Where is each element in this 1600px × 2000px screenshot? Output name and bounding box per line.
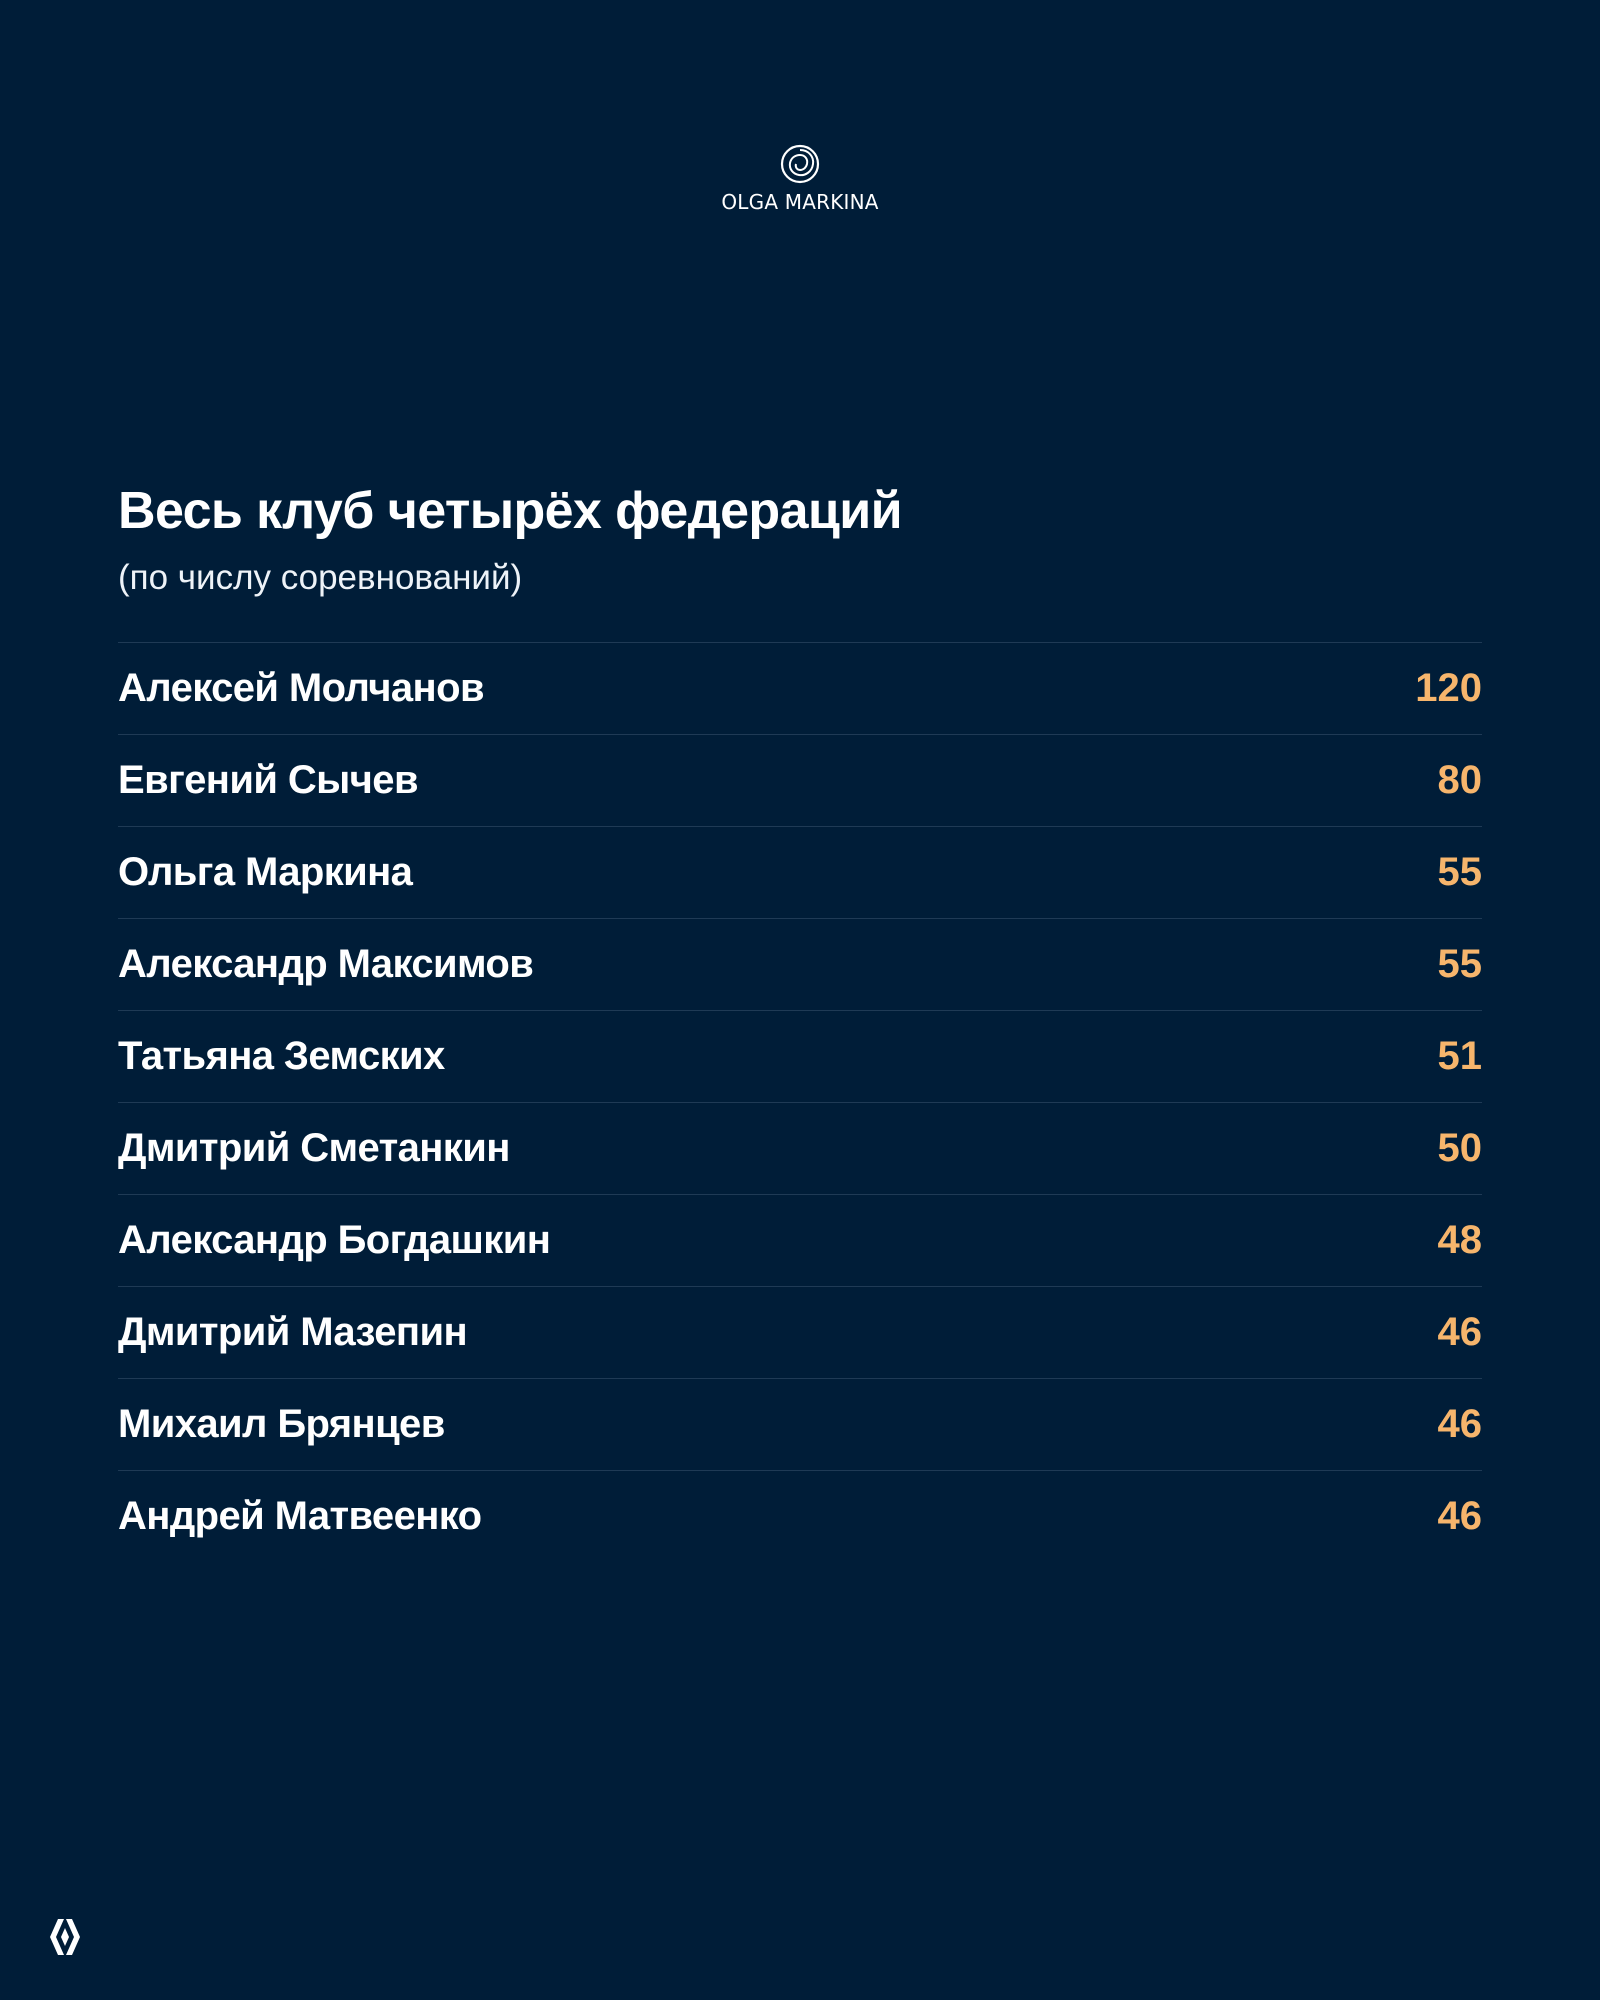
competition-count: 46 xyxy=(1437,1402,1482,1446)
ranking-list xyxy=(118,642,1482,1562)
list-item xyxy=(118,643,1482,735)
competition-count: 50 xyxy=(1437,1126,1482,1170)
participant-name: Михаил Брянцев xyxy=(118,1402,445,1446)
diamond-mark-icon xyxy=(50,1919,80,1955)
participant-name: Дмитрий Сметанкин xyxy=(118,1126,510,1170)
participant-name: Александр Богдашкин xyxy=(118,1218,551,1262)
participant-name: Татьяна Земских xyxy=(118,1034,445,1078)
participant-name: Евгений Сычев xyxy=(118,758,418,802)
spiral-mark-icon xyxy=(778,142,822,186)
participant-name: Ольга Маркина xyxy=(118,850,413,894)
list-item xyxy=(118,1471,1482,1562)
competition-count: 80 xyxy=(1437,758,1482,802)
list-item xyxy=(118,827,1482,919)
list-item xyxy=(118,1195,1482,1287)
brand-logo xyxy=(0,142,1600,214)
participant-name: Андрей Матвеенко xyxy=(118,1494,482,1538)
list-item xyxy=(118,919,1482,1011)
competition-count: 48 xyxy=(1437,1218,1482,1262)
page-subtitle: (по числу соревнований) xyxy=(118,558,523,597)
page-title: Весь клуб четырёх федераций xyxy=(118,482,903,540)
list-item xyxy=(118,1011,1482,1103)
ranking-section xyxy=(118,476,1482,1562)
list-item xyxy=(118,1287,1482,1379)
competition-count: 55 xyxy=(1437,942,1482,986)
participant-name: Дмитрий Мазепин xyxy=(118,1310,468,1354)
list-item xyxy=(118,735,1482,827)
logo-text: OLGA MARKINA xyxy=(721,190,879,214)
list-item xyxy=(118,1379,1482,1471)
competition-count: 55 xyxy=(1437,850,1482,894)
list-item xyxy=(118,1103,1482,1195)
competition-count: 120 xyxy=(1415,666,1482,710)
participant-name: Алексей Молчанов xyxy=(118,666,484,710)
competition-count: 46 xyxy=(1437,1310,1482,1354)
competition-count: 51 xyxy=(1437,1034,1482,1078)
competition-count: 46 xyxy=(1437,1494,1482,1538)
participant-name: Александр Максимов xyxy=(118,942,534,986)
